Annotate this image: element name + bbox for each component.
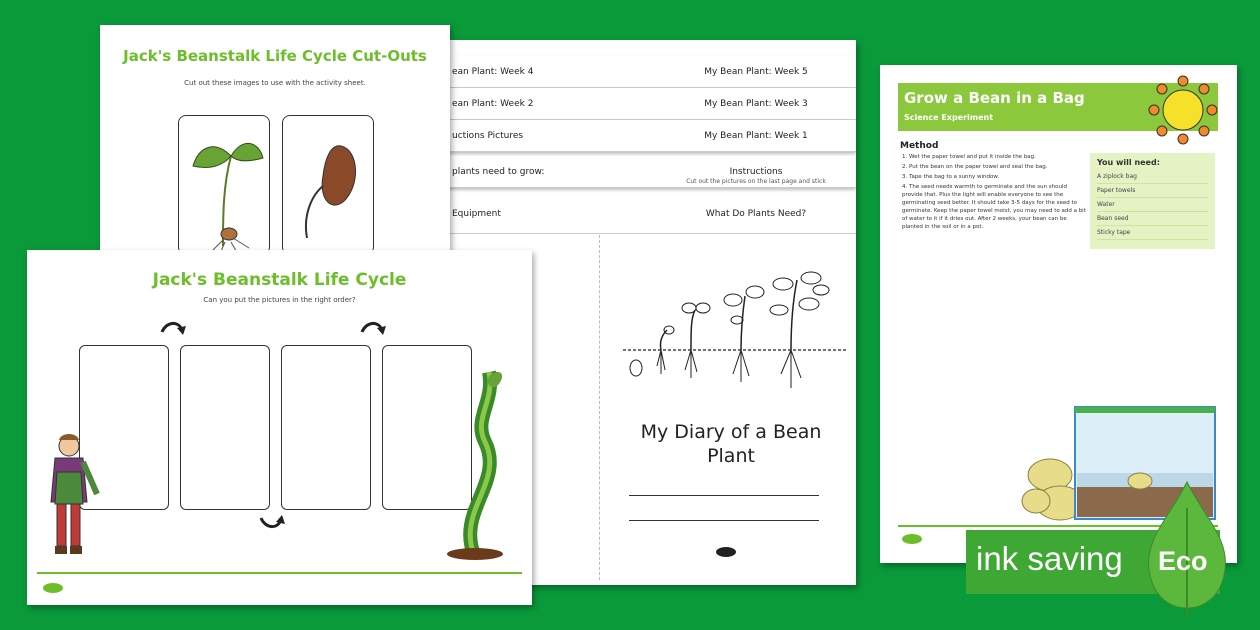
diary-row-left: Equipment: [452, 209, 501, 219]
grow-title: Grow a Bean in a Bag: [904, 89, 1085, 107]
cutouts-subtitle: Cut out these images to use with the activity sheet.: [184, 79, 366, 87]
method-steps: [902, 153, 1087, 233]
method-step: 1. Wet the paper towel and put it inside the bag.: [902, 154, 1036, 160]
bean-sprout-icon: [179, 116, 271, 256]
need-item: Sticky tape: [1097, 226, 1208, 240]
method-step: 3. Tape the bag to a sunny window.: [902, 174, 1000, 180]
diary-row-left: plants need to grow:: [452, 167, 545, 177]
method-heading: Method: [900, 141, 939, 151]
life-cycle-subtitle: Can you put the pictures in the right order?: [203, 296, 356, 304]
life-cycle-title: Jack's Beanstalk Life Cycle: [152, 270, 407, 290]
twinkl-logo-icon: [900, 533, 924, 545]
need-heading: You will need:: [1097, 158, 1160, 167]
cycle-arrow-icon: [360, 320, 388, 338]
cutout-card-sprout: [178, 115, 270, 255]
diary-row-left: ean Plant: Week 4: [452, 67, 534, 77]
name-write-line: [629, 520, 819, 521]
diary-page-row: [446, 120, 856, 152]
need-item: Bean seed: [1097, 212, 1208, 226]
life-cycle-sheet: [27, 250, 532, 605]
picture-box: [180, 345, 270, 510]
jack-character-icon: [41, 432, 101, 562]
cutouts-sheet: [100, 25, 450, 270]
diary-row-left: uctions Pictures: [452, 131, 524, 141]
cutouts-title: Jack's Beanstalk Life Cycle Cut-Outs: [123, 47, 427, 65]
eco-label: Eco: [1158, 546, 1208, 576]
method-step: 4. The seed needs warmth to germinate and the sun should provide that. Plus the light will enable everyone to see the germinating seed better. It should take 3-5 days for the seed to germinate. Keep the paper towel moist, you may need to add a bit of water to it if it dries out. After 2 weeks, your bean can be planted in the soil or in a pot.: [902, 184, 1086, 230]
diary-page-row: [446, 156, 856, 188]
twinkl-logo-icon: [41, 582, 65, 594]
sun-icon: [1148, 75, 1218, 145]
need-item: Water: [1097, 198, 1208, 212]
method-step: 2. Put the bean on the paper towel and seal the bag.: [902, 164, 1048, 170]
need-item: A ziplock bag: [1097, 170, 1208, 184]
footer-line: [37, 572, 522, 574]
diary-page-row: [446, 198, 856, 234]
ink-saving-label: ink saving: [976, 540, 1123, 577]
you-will-need-box: [1090, 153, 1215, 249]
picture-box: [281, 345, 371, 510]
diary-cover-title: My Diary of a Bean Plant: [640, 421, 822, 467]
diary-row-subtext: Cut out the pictures on the last page and stick: [686, 178, 826, 185]
cycle-arrow-icon: [160, 320, 188, 338]
diary-page-row: [446, 88, 856, 120]
fold-line: [599, 235, 600, 580]
twinkl-logo-icon: [714, 545, 738, 559]
bean-growth-stages-illustration: [621, 270, 851, 400]
bean-seed-icon: [283, 116, 375, 256]
need-item: Paper towels: [1097, 184, 1208, 198]
grow-subtitle: Science Experiment: [904, 113, 994, 122]
cycle-arrow-icon: [259, 512, 287, 530]
diary-row-right: My Bean Plant: Week 3: [704, 99, 808, 109]
diary-row-right: Instructions: [729, 167, 783, 177]
beanstalk-icon: [445, 362, 515, 562]
diary-row-right: My Bean Plant: Week 1: [704, 131, 808, 141]
diary-row-right: My Bean Plant: Week 5: [704, 67, 808, 77]
diary-page-row: [446, 56, 856, 88]
name-write-line: [629, 495, 819, 496]
diary-row-left: ean Plant: Week 2: [452, 99, 534, 109]
cutout-card-seed: [282, 115, 374, 255]
diary-row-right: What Do Plants Need?: [705, 209, 807, 219]
